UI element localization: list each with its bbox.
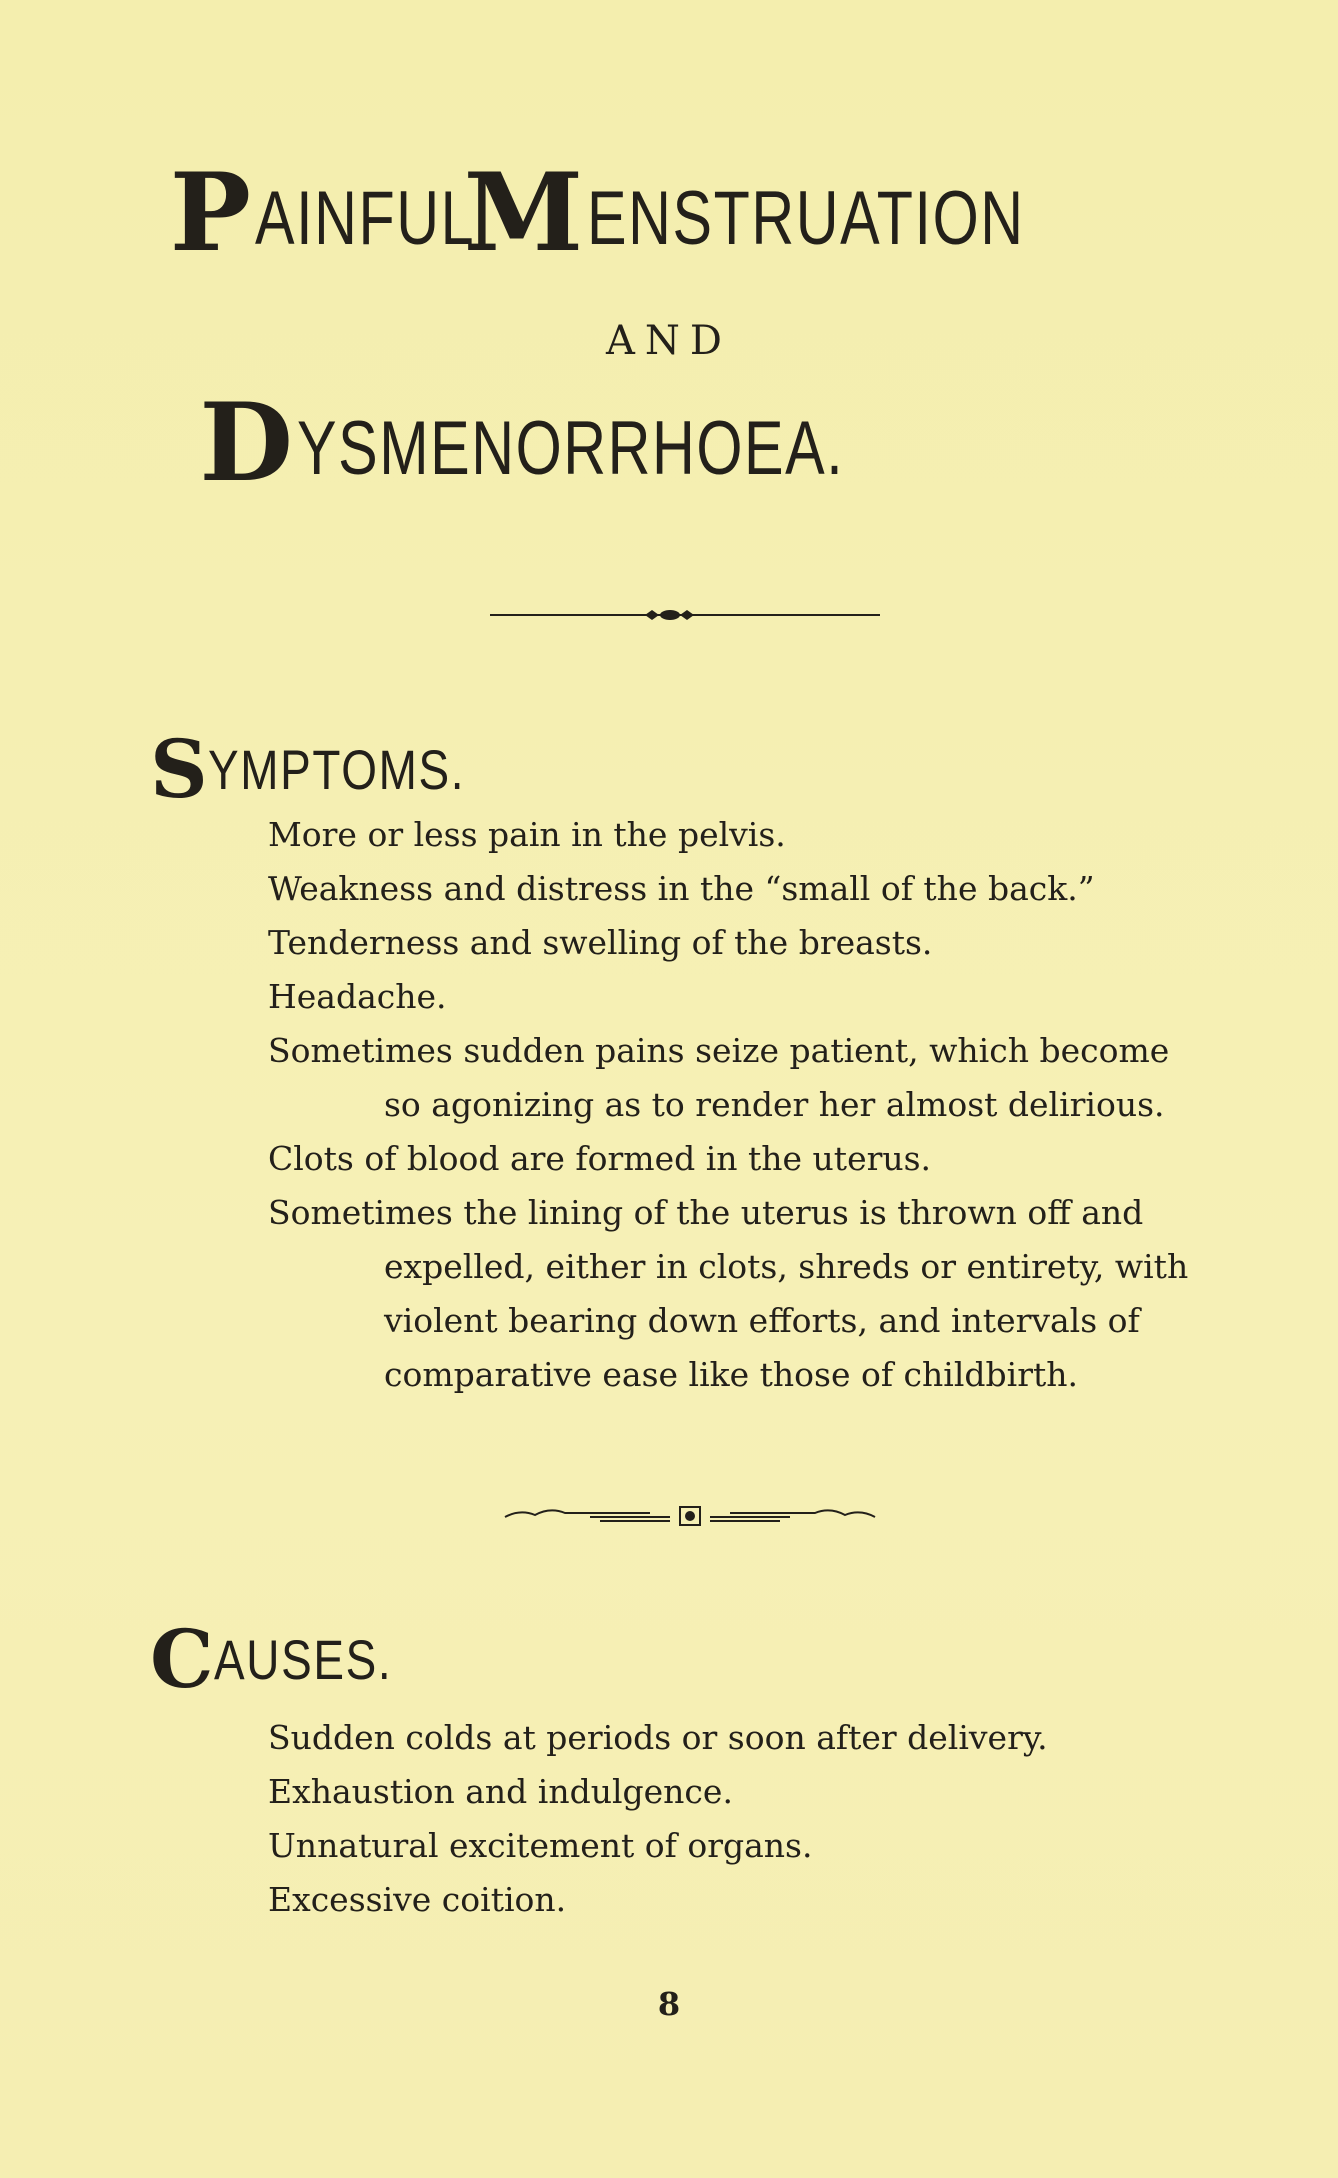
symptom-line: More or less pain in the pelvis.: [268, 815, 786, 854]
symptom-line: Sometimes the lining of the uterus is thrown off and: [268, 1193, 1144, 1232]
symptoms-list: [268, 808, 1238, 1402]
causes-initial: C: [150, 1612, 214, 1706]
page-number: 8: [657, 1985, 681, 2023]
symptoms-initial: S: [150, 722, 208, 816]
symptom-line-continued: so agonizing as to render her almost delirious.: [384, 1085, 1165, 1124]
causes-heading-text: AUSES.: [213, 1628, 392, 1691]
title-line-1: [0, 150, 1328, 276]
causes-list: [268, 1711, 1238, 1927]
title-initial-d: D: [199, 380, 295, 506]
symptom-line-continued: comparative ease like those of childbirth.: [384, 1355, 1078, 1394]
symptom-line: Clots of blood are formed in the uterus.: [268, 1139, 932, 1178]
causes-heading: [150, 1612, 431, 1706]
title-word-painful: AINFUL: [254, 176, 476, 261]
cause-line: Excessive coition.: [268, 1880, 567, 1919]
symptom-line: Headache.: [268, 977, 447, 1016]
ornamental-divider-top: [490, 600, 880, 630]
title-initial-m: M: [463, 150, 586, 276]
title-word-menstruation: ENSTRUATION: [587, 176, 1025, 261]
cause-line: Exhaustion and indulgence.: [268, 1772, 733, 1811]
cause-line: Sudden colds at periods or soon after delivery.: [268, 1718, 1048, 1757]
symptom-line-continued: violent bearing down efforts, and intervals of: [384, 1301, 1140, 1340]
title-line-2: [0, 380, 1268, 506]
title-connector: AND: [606, 318, 732, 364]
symptom-line: Sometimes sudden pains seize patient, which become: [268, 1031, 1170, 1070]
symptoms-heading-text: YMPTOMS.: [207, 738, 465, 801]
symptoms-heading: [150, 722, 521, 816]
title-initial-p: P: [169, 150, 253, 276]
symptom-line-continued: expelled, either in clots, shreds or entirety, with: [384, 1247, 1189, 1286]
cause-line: Unnatural excitement of organs.: [268, 1826, 813, 1865]
symptom-line: Weakness and distress in the “small of the back.”: [268, 869, 1095, 908]
title-word-dysmenorrhoea: YSMENORRHOEA.: [297, 406, 845, 491]
ornamental-divider-middle: [500, 1495, 880, 1535]
symptom-line: Tenderness and swelling of the breasts.: [268, 923, 933, 962]
